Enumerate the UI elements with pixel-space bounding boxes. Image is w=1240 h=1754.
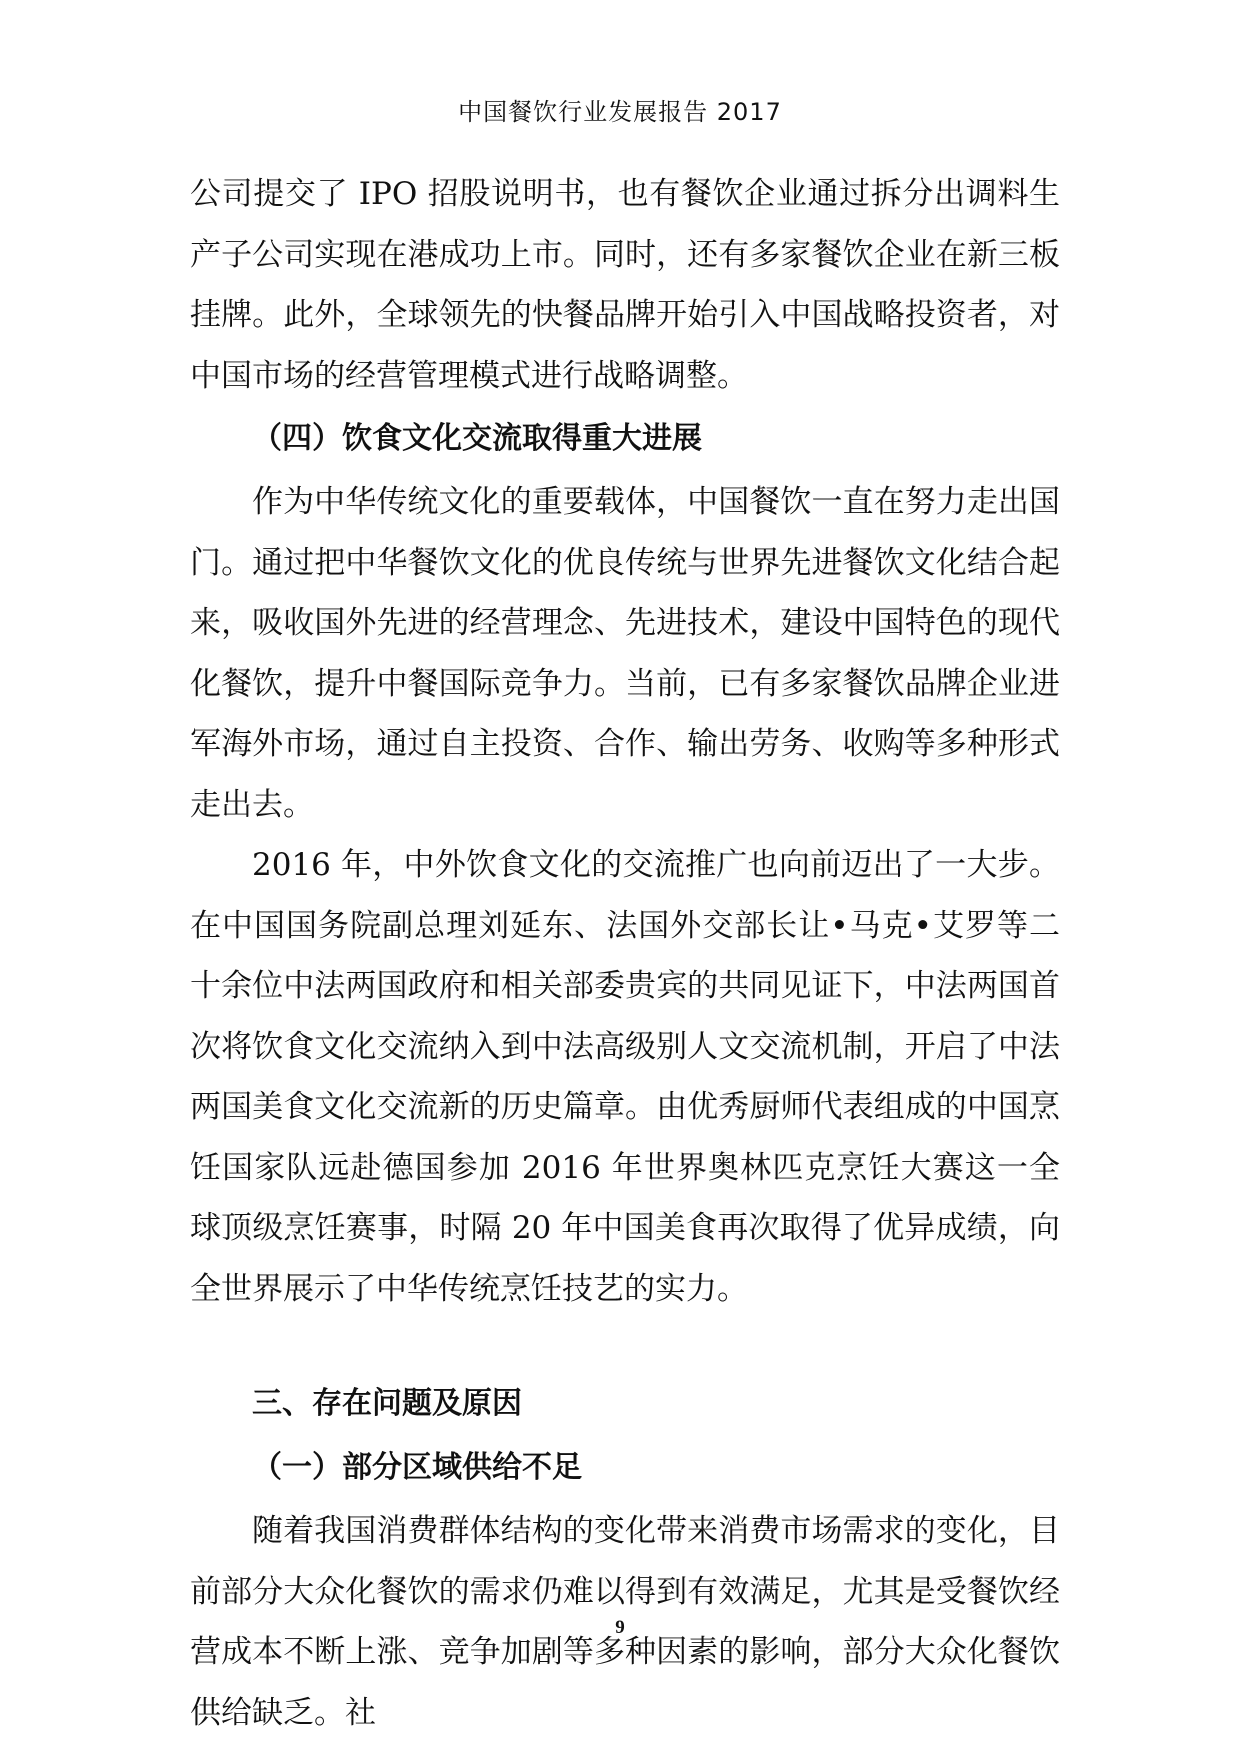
subheading-food-culture-exchange: （四）饮食文化交流取得重大进展 <box>252 421 702 456</box>
running-header: 中国餐饮行业发展报告 2017 <box>458 98 782 126</box>
subheading-regional-supply: （一）部分区域供给不足 <box>252 1450 582 1485</box>
paragraph-going-abroad: 作为中华传统文化的重要载体，中国餐饮一直在努力走出国门。通过把中华餐饮文化的优良传统与世界先进餐饮文化结合起来，吸收国外先进的经营理念、先进技术，建设中国特色的现代化餐饮，提升中餐国际竞争力。当前，已有多家餐饮品牌企业进军海外市场，通过自主投资、合作、输出劳务、收购等多种形式走出去。 <box>190 484 1060 823</box>
page-number: 9 <box>615 1617 625 1638</box>
paragraph-ipo-listing: 公司提交了 IPO 招股说明书，也有餐饮企业通过拆分出调料生产子公司实现在港成功上市。同时，还有多家餐饮企业在新三板挂牌。此外，全球领先的快餐品牌开始引入中国战略投资者，对中国市场的经营管理模式进行战略调整。 <box>190 176 1060 394</box>
paragraph-supply-shortage: 随着我国消费群体结构的变化带来消费市场需求的变化，目前部分大众化餐饮的需求仍难以得到有效满足，尤其是受餐饮经营成本不断上涨、竞争加剧等多种因素的影响，部分大众化餐饮供给缺乏。社 <box>190 1513 1060 1731</box>
document-body <box>190 164 1060 1743</box>
paragraph-2016-exchange: 2016 年，中外饮食文化的交流推广也向前迈出了一大步。在中国国务院副总理刘延东、法国外交部长让•马克•艾罗等二十余位中法两国政府和相关部委贵宾的共同见证下，中法两国首次将饮食文化交流纳入到中法高级别人文交流机制，开启了中法两国美食文化交流新的历史篇章。由优秀厨师代表组成的中国烹饪国家队远赴德国参加 2016 年世界奥林匹克烹饪大赛这一全球顶级烹饪赛事，时隔 20 年中国美食再次取得了优异成绩，向全世界展示了中华传统烹饪技艺的实力。 <box>190 847 1060 1307</box>
section-heading-problems: 三、存在问题及原因 <box>252 1386 522 1421</box>
